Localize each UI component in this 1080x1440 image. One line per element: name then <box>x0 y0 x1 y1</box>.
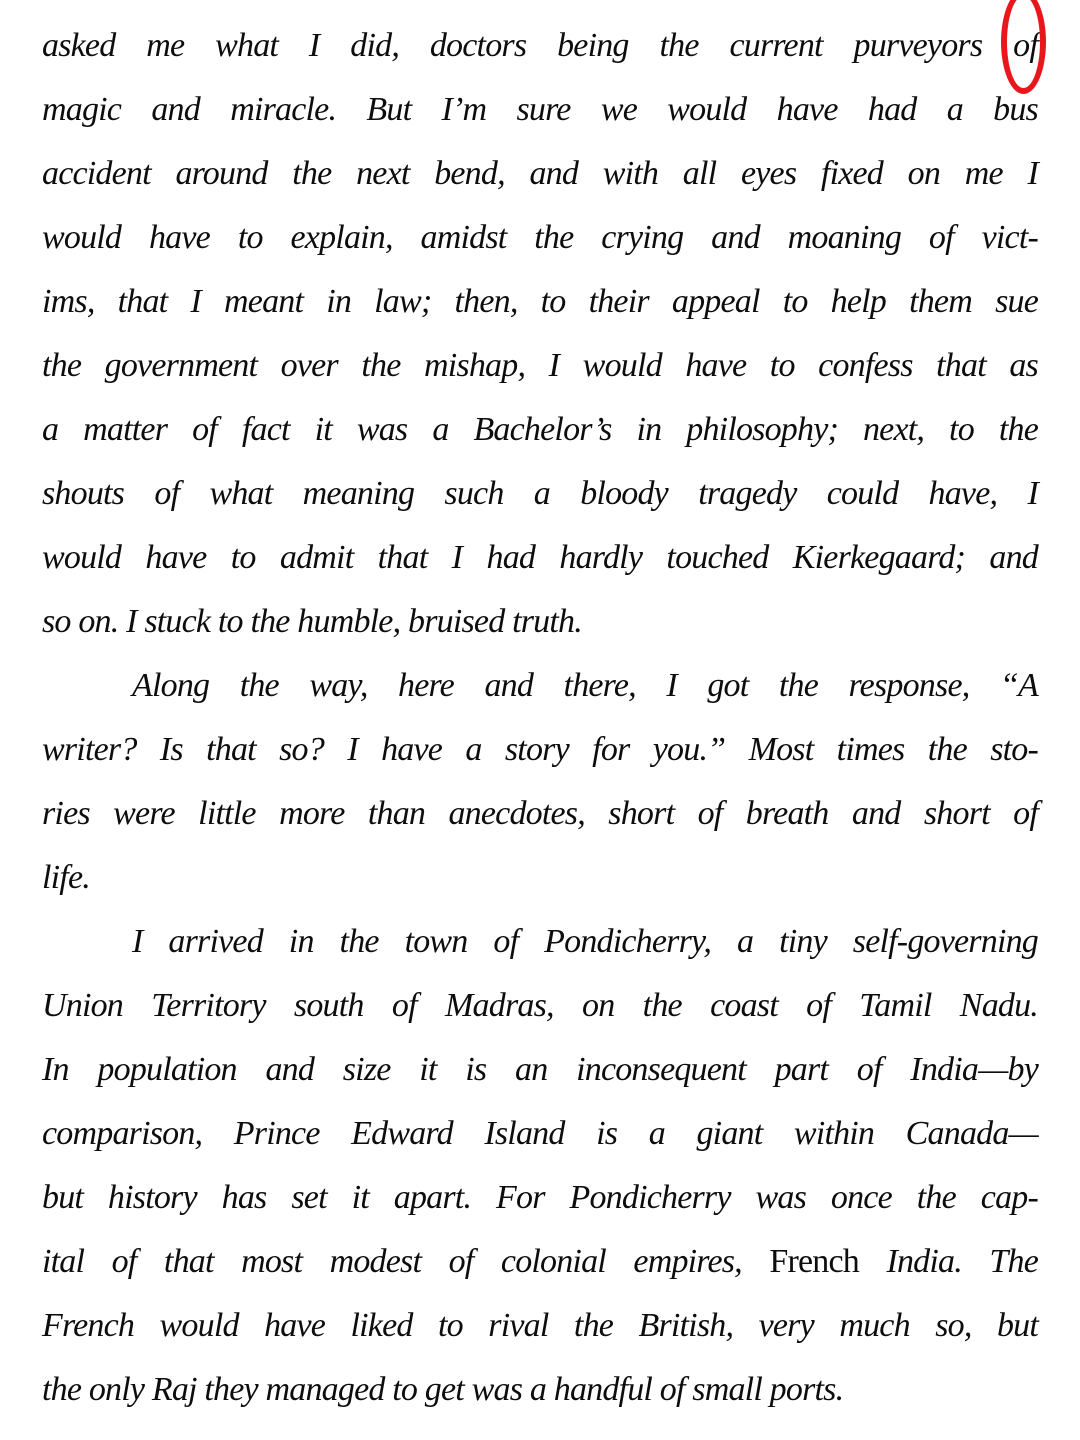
text-segment: ims, that I meant in law; then, to their appeal to help them sue <box>42 283 1038 320</box>
text-segment: would have to admit that I had hardly touched Kierkegaard; and <box>42 539 1038 576</box>
text-line <box>42 1102 1038 1166</box>
text-line <box>42 718 1038 782</box>
text-line <box>42 782 1038 846</box>
text-line <box>42 398 1038 462</box>
text-segment: Union Territory south of Madras, on the coast of Tamil Nadu. <box>42 987 1038 1024</box>
text-line <box>42 846 1038 910</box>
text-segment: a matter of fact it was a Bachelor’s in philosophy; next, to the <box>42 411 1038 448</box>
text-line <box>42 1294 1038 1358</box>
text-line <box>42 1166 1038 1230</box>
page-text <box>42 14 1038 1422</box>
roman-emphasis-word: French <box>769 1243 859 1280</box>
text-line <box>42 142 1038 206</box>
text-line <box>42 590 1038 654</box>
text-segment: the government over the mishap, I would have to confess that as <box>42 347 1038 384</box>
text-segment: In population and size it is an inconsequent part of India—by <box>42 1051 1038 1088</box>
text-segment: ital of that most modest of colonial empires, <box>42 1243 770 1280</box>
circled-word: of <box>1013 14 1038 78</box>
text-segment: would have to explain, amidst the crying and moaning of vict- <box>42 219 1038 256</box>
text-line <box>42 462 1038 526</box>
text-line <box>42 910 1038 974</box>
text-line <box>42 974 1038 1038</box>
text-line <box>42 1358 1038 1422</box>
text-segment: but history has set it apart. For Pondicherry was once the cap- <box>42 1179 1038 1216</box>
paragraph <box>42 910 1038 1422</box>
text-segment: asked me what I did, doctors being the current purveyors <box>42 27 1014 64</box>
paragraph <box>42 14 1038 654</box>
text-segment: writer? Is that so? I have a story for you.” Most times the sto- <box>42 731 1038 768</box>
text-segment: comparison, Prince Edward Island is a giant within Canada— <box>42 1115 1038 1152</box>
paragraph <box>42 654 1038 910</box>
text-segment: French would have liked to rival the British, very much so, but <box>42 1307 1038 1344</box>
text-line <box>42 270 1038 334</box>
text-segment: Along the way, here and there, I got the response, “A <box>132 667 1038 704</box>
text-segment: ries were little more than anecdotes, short of breath and short of <box>42 795 1038 832</box>
text-line <box>42 78 1038 142</box>
text-segment: so on. I stuck to the humble, bruised truth. <box>42 603 582 640</box>
text-line <box>42 206 1038 270</box>
text-line <box>42 334 1038 398</box>
text-segment: magic and miracle. But I’m sure we would have had a bus <box>42 91 1038 128</box>
text-segment: India. The <box>858 1243 1038 1280</box>
text-segment: shouts of what meaning such a bloody tragedy could have, I <box>42 475 1038 512</box>
text-segment: accident around the next bend, and with all eyes fixed on me I <box>42 155 1038 192</box>
text-line <box>42 654 1038 718</box>
text-line <box>42 1230 1038 1294</box>
text-segment: the only Raj they managed to get was a handful of small ports. <box>42 1371 844 1408</box>
text-segment: I arrived in the town of Pondicherry, a tiny self-governing <box>132 923 1038 960</box>
text-line <box>42 1038 1038 1102</box>
text-segment: life. <box>42 859 90 896</box>
text-line <box>42 14 1038 78</box>
text-line <box>42 526 1038 590</box>
